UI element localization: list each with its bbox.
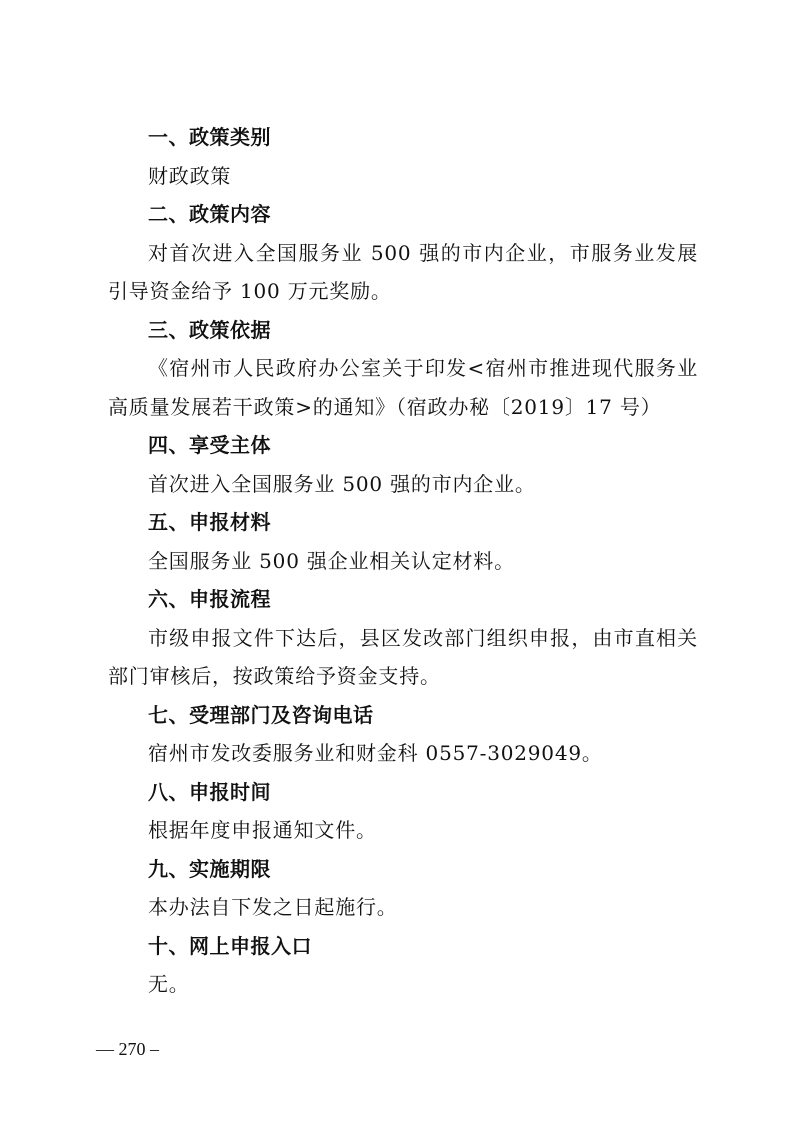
section-heading: 十、网上申报入口 — [148, 933, 312, 958]
section-beneficiary — [108, 426, 698, 503]
section-heading: 五、申报材料 — [148, 510, 271, 534]
section-heading: 八、申报时间 — [148, 779, 271, 804]
section-implementation-period — [108, 850, 698, 927]
section-heading: 一、政策类别 — [148, 125, 271, 149]
section-online-portal — [108, 927, 698, 1004]
section-body: 根据年度申报通知文件。 — [148, 818, 377, 842]
section-contact — [108, 696, 698, 773]
section-heading: 四、享受主体 — [148, 433, 271, 457]
section-heading: 三、政策依据 — [148, 317, 271, 342]
section-body: 宿州市发改委服务业和财金科 0557-3029049。 — [148, 741, 603, 765]
section-body: 首次进入全国服务业 500 强的市内企业。 — [148, 471, 536, 496]
section-body: 市级申报文件下达后，县区发改部门组织申报，由市直相关部门审核后，按政策给予资金支持。 — [108, 625, 698, 688]
section-policy-basis — [108, 311, 698, 427]
section-heading: 六、申报流程 — [148, 587, 271, 611]
section-body: 全国服务业 500 强企业相关认定材料。 — [148, 548, 515, 573]
section-heading: 九、实施期限 — [148, 856, 271, 881]
section-body: 《宿州市人民政府办公室关于印发<宿州市推进现代服务业高质量发展若干政策>的通知》（宿政办秘〔2019〕17 号） — [108, 356, 698, 419]
section-body: 本办法自下发之日起施行。 — [148, 895, 398, 919]
section-body: 对首次进入全国服务业 500 强的市内企业，市服务业发展引导资金给予 100 万元奖励。 — [108, 240, 698, 303]
section-policy-content — [108, 195, 698, 311]
section-body: 无。 — [148, 972, 190, 996]
section-policy-category — [108, 118, 698, 195]
section-body: 财政政策 — [148, 163, 232, 188]
section-application-process — [108, 580, 698, 696]
section-application-time — [108, 773, 698, 850]
section-application-materials — [108, 503, 698, 580]
section-heading: 二、政策内容 — [148, 202, 271, 226]
page-number: — 270 – — [96, 1039, 159, 1059]
section-heading: 七、受理部门及咨询电话 — [148, 702, 374, 727]
document-body — [108, 118, 698, 1004]
